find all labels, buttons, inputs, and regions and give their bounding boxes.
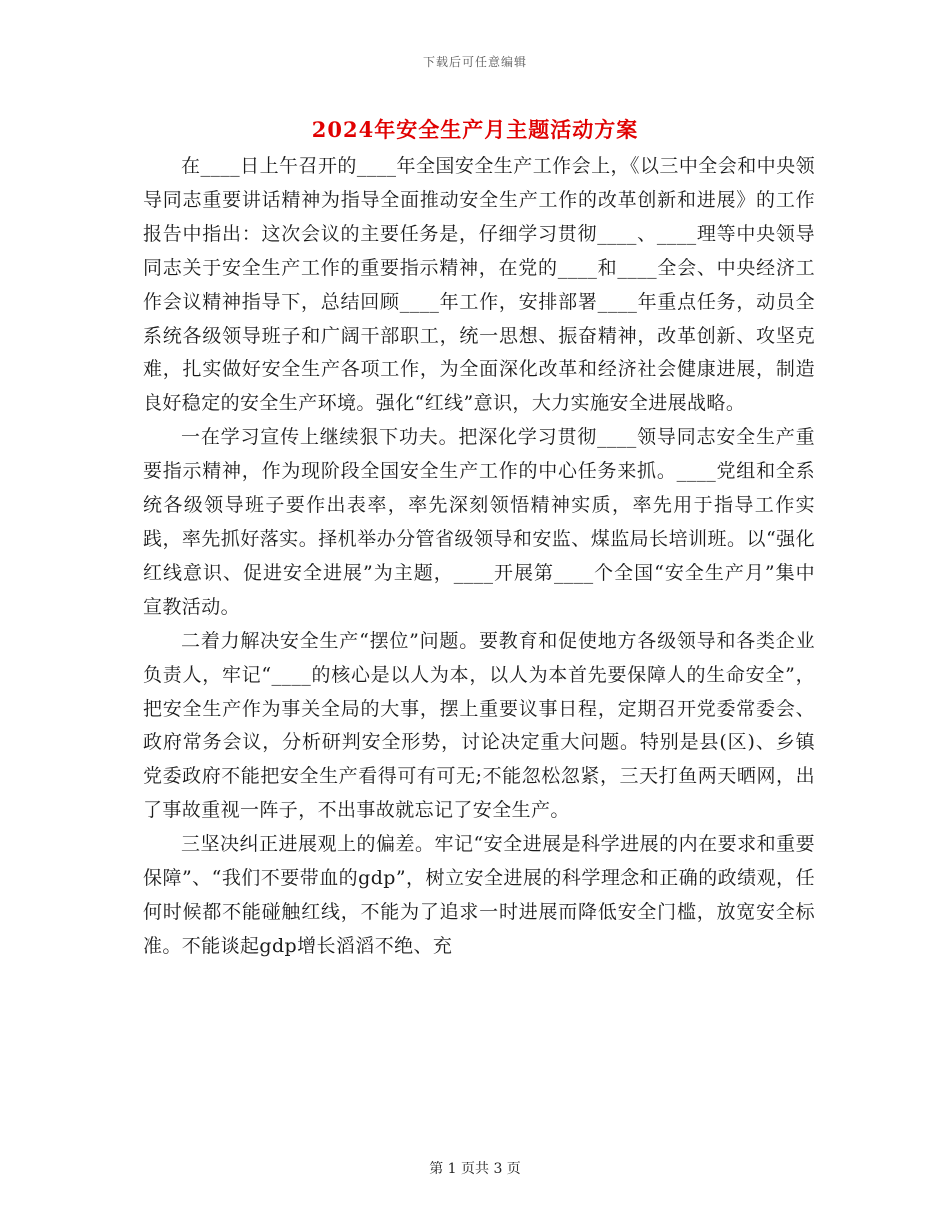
document-body bbox=[143, 150, 815, 964]
page-header-note: 下载后可任意编辑 bbox=[422, 55, 527, 69]
paragraph-4: 三坚决纠正进展观上的偏差。牢记“安全进展是科学进展的内在要求和重要保障”、“我们不要带血的gdp”，树立安全进展的科学理念和正确的政绩观，任何时候都不能碰触红线，不能为了追求一时进展而降低安全门槛，放宽安全标准。不能谈起gdp增长滔滔不绝、充 bbox=[143, 833, 815, 957]
paragraph-3: 二着力解决安全生产“摆位”问题。要教育和促使地方各级领导和各类企业负责人，牢记“____的核心是以人为本，以人为本首先要保障人的生命安全”，把安全生产作为事关全局的大事，摆上重要议事日程，定期召开党委常委会、政府常务会议，分析研判安全形势，讨论决定重大问题。特别是县(区)、乡镇党委政府不能把安全生产看得可有可无;不能忽松忽紧，三天打鱼两天晒网，出了事故重视一阵子，不出事故就忘记了安全生产。 bbox=[143, 629, 815, 822]
paragraph-1: 在____日上午召开的____年全国安全生产工作会上，《以三中全会和中央领导同志重要讲话精神为指导全面推动安全生产工作的改革创新和进展》的工作报告中指出：这次会议的主要任务是，仔细学习贯彻____、____理等中央领导同志关于安全生产工作的重要指示精神，在党的____和____全会、中央经济工作会议精神指导下，总结回顾____年工作，安排部署____年重点任务，动员全系统各级领导班子和广阔干部职工，统一思想、振奋精神，改革创新、攻坚克难，扎实做好安全生产各项工作，为全面深化改革和经济社会健康进展，制造良好稳定的安全生产环境。强化“红线”意识，大力实施安全进展战略。 bbox=[143, 155, 815, 415]
paragraph-2: 一在学习宣传上继续狠下功夫。把深化学习贯彻____领导同志安全生产重要指示精神，作为现阶段全国安全生产工作的中心任务来抓。____党组和全系统各级领导班子要作出表率，率先深刻领悟精神实质，率先用于指导工作实践，率先抓好落实。择机举办分管省级领导和安监、煤监局长培训班。以“强化红线意识、促进安全进展”为主题，____开展第____个全国“安全生产月”集中宣教活动。 bbox=[143, 426, 815, 618]
document-title: 2024年安全生产月主题活动方案 bbox=[311, 117, 639, 142]
page-number-footer: 第 1 页共 3 页 bbox=[429, 1161, 521, 1177]
